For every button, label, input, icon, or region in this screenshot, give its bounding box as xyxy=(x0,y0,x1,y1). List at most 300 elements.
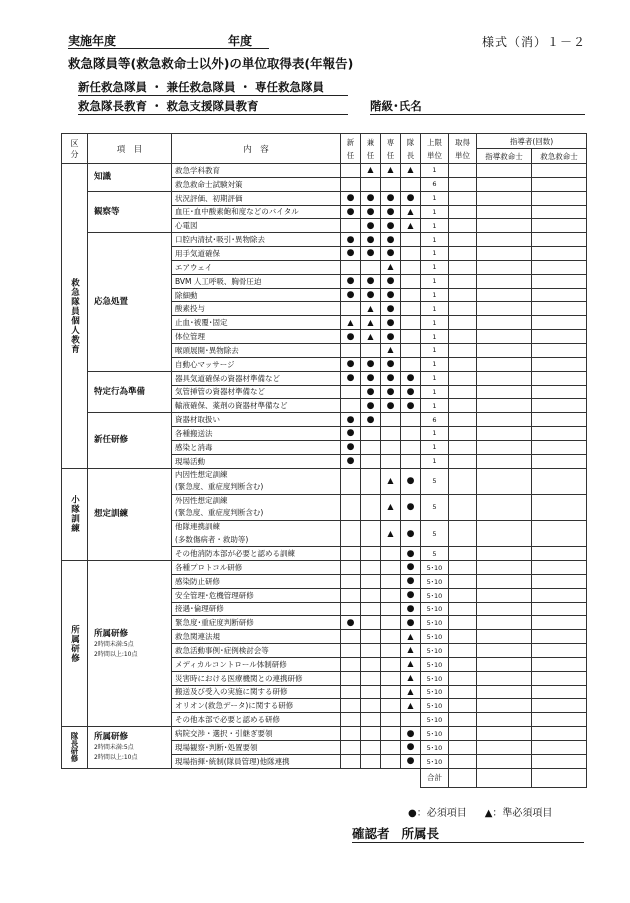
mark-ken: ● xyxy=(361,385,381,399)
instructor-emt-cell[interactable] xyxy=(477,468,532,494)
item-cell: 救急学科教育 xyxy=(172,164,341,178)
instructor-other-cell[interactable] xyxy=(532,547,587,561)
acquired-cell[interactable] xyxy=(449,588,477,602)
instructor-emt-cell[interactable] xyxy=(477,427,532,441)
mark-sen: ● xyxy=(381,288,401,302)
mark-tai xyxy=(401,177,421,191)
mark-sen xyxy=(381,454,401,468)
upper-limit-cell: 1 xyxy=(421,233,449,247)
upper-limit-cell: 5･10 xyxy=(421,644,449,658)
upper-limit-cell: 1 xyxy=(421,385,449,399)
item-cell: 感染と消毒 xyxy=(172,440,341,454)
item-cell: 病院交渉・選択・引継ぎ要領 xyxy=(172,727,341,741)
form-number: 様式（消）１－２ xyxy=(481,35,586,49)
acquired-cell[interactable] xyxy=(449,357,477,371)
mark-ken xyxy=(361,454,381,468)
upper-limit-cell: 5･10 xyxy=(421,713,449,727)
mark-tai xyxy=(401,713,421,727)
mark-sen xyxy=(381,671,401,685)
instructor-emt-cell[interactable] xyxy=(477,371,532,385)
mark-shin xyxy=(341,727,361,741)
mark-sen: ● xyxy=(381,385,401,399)
instructor-other-cell[interactable] xyxy=(532,740,587,754)
table-row xyxy=(62,233,587,247)
member-type-line: 新任救急隊員 ・ 兼任救急隊員 ・ 専任救急隊員 xyxy=(78,80,348,96)
mark-shin: ● xyxy=(341,205,361,219)
instructor-other-cell[interactable] xyxy=(532,413,587,427)
mark-ken: ● xyxy=(361,399,381,413)
item-cell: 気管挿管の資器材準備など xyxy=(172,385,341,399)
mark-tai xyxy=(401,260,421,274)
mark-cell: ▲ xyxy=(381,468,401,494)
total-instructor-other-cell[interactable] xyxy=(532,768,587,787)
instructor-emt-cell[interactable] xyxy=(477,260,532,274)
instructor-other-cell[interactable] xyxy=(532,440,587,454)
mark-ken xyxy=(361,560,381,574)
upper-limit-cell: 5･10 xyxy=(421,671,449,685)
instructor-other-cell[interactable] xyxy=(532,494,587,520)
acquired-cell[interactable] xyxy=(449,288,477,302)
instructor-other-cell[interactable] xyxy=(532,274,587,288)
acquired-cell[interactable] xyxy=(449,468,477,494)
mark-cell xyxy=(341,520,361,546)
mark-sen xyxy=(381,685,401,699)
mark-tai: ● xyxy=(401,727,421,741)
total-acquired-cell[interactable] xyxy=(449,768,477,787)
mark-ken xyxy=(361,713,381,727)
instructor-emt-cell[interactable] xyxy=(477,233,532,247)
mark-tai xyxy=(401,454,421,468)
category-cell xyxy=(88,164,172,192)
category-label: 所属研修 xyxy=(94,628,129,639)
col-tai: 隊 長 xyxy=(401,134,421,164)
table-row xyxy=(62,413,587,427)
acquired-cell[interactable] xyxy=(449,440,477,454)
instructor-emt-cell[interactable] xyxy=(477,164,532,178)
mark-cell xyxy=(361,494,381,520)
category-cell xyxy=(88,191,172,233)
col-koumoku: 項 目 xyxy=(88,134,172,164)
instructor-other-cell[interactable] xyxy=(532,630,587,644)
mark-ken xyxy=(361,427,381,441)
mark-shin: ● xyxy=(341,357,361,371)
mark-ken: ▲ xyxy=(361,330,381,344)
upper-limit-cell: 5･10 xyxy=(421,727,449,741)
mark-ken xyxy=(361,616,381,630)
instructor-other-cell[interactable] xyxy=(532,164,587,178)
mark-tai: ● xyxy=(401,191,421,205)
confirmer-field[interactable] xyxy=(352,826,584,843)
acquired-cell[interactable] xyxy=(449,316,477,330)
item-cell: 各種搬送法 xyxy=(172,427,341,441)
upper-limit-cell: 1 xyxy=(421,288,449,302)
group-cell: 救急隊員個人教育 xyxy=(62,164,88,469)
acquired-cell[interactable] xyxy=(449,713,477,727)
education-type-line: 救急隊長教育 ・ 救急支援隊員教育 xyxy=(78,99,348,115)
mark-cell xyxy=(341,494,361,520)
group-cell: 隊長研修 xyxy=(62,727,88,769)
instructor-emt-cell[interactable] xyxy=(477,288,532,302)
instructor-other-cell[interactable] xyxy=(532,727,587,741)
instructor-emt-cell[interactable] xyxy=(477,177,532,191)
mark-ken xyxy=(361,343,381,357)
upper-limit-cell: 5･10 xyxy=(421,588,449,602)
instructor-other-cell[interactable] xyxy=(532,574,587,588)
mark-cell xyxy=(361,468,381,494)
item-line1: 他隊連携訓練 xyxy=(175,521,220,531)
mark-sen: ● xyxy=(381,247,401,261)
mark-cell xyxy=(361,520,381,546)
rank-name-field[interactable]: 階級･氏名 xyxy=(370,99,585,115)
upper-limit-cell: 1 xyxy=(421,330,449,344)
mark-tai xyxy=(401,343,421,357)
instructor-emt-cell[interactable] xyxy=(477,588,532,602)
instructor-emt-cell[interactable] xyxy=(477,494,532,520)
instructor-other-cell[interactable] xyxy=(532,191,587,205)
instructor-emt-cell[interactable] xyxy=(477,602,532,616)
instructor-emt-cell[interactable] xyxy=(477,219,532,233)
mark-cell: ▲ xyxy=(381,494,401,520)
mark-tai: ● xyxy=(401,574,421,588)
mark-tai: ▲ xyxy=(401,219,421,233)
mark-tai: ● xyxy=(401,399,421,413)
instructor-emt-cell[interactable] xyxy=(477,247,532,261)
upper-limit-cell: 5･10 xyxy=(421,602,449,616)
acquired-cell[interactable] xyxy=(449,520,477,546)
mark-shin: ● xyxy=(341,330,361,344)
mark-shin xyxy=(341,385,361,399)
mark-sen xyxy=(381,644,401,658)
upper-limit-cell: 1 xyxy=(421,427,449,441)
acquired-cell[interactable] xyxy=(449,399,477,413)
instructor-other-cell[interactable] xyxy=(532,699,587,713)
acquired-cell[interactable] xyxy=(449,630,477,644)
mark-tai xyxy=(401,302,421,316)
mark-shin xyxy=(341,602,361,616)
mark-tai: ▲ xyxy=(401,699,421,713)
mark-shin: ● xyxy=(341,440,361,454)
total-label: 合計 xyxy=(421,768,449,787)
instructor-other-cell[interactable] xyxy=(532,468,587,494)
instructor-emt-cell[interactable] xyxy=(477,440,532,454)
upper-limit-cell: 1 xyxy=(421,260,449,274)
instructor-emt-cell[interactable] xyxy=(477,343,532,357)
instructor-other-cell[interactable] xyxy=(532,385,587,399)
instructor-emt-cell[interactable] xyxy=(477,630,532,644)
mark-shin xyxy=(341,713,361,727)
mark-sen xyxy=(381,574,401,588)
instructor-other-cell[interactable] xyxy=(532,671,587,685)
acquired-cell[interactable] xyxy=(449,164,477,178)
mark-tai xyxy=(401,357,421,371)
acquired-cell[interactable] xyxy=(449,754,477,768)
instructor-emt-cell[interactable] xyxy=(477,385,532,399)
instructor-other-cell[interactable] xyxy=(532,260,587,274)
instructor-other-cell[interactable] xyxy=(532,205,587,219)
mark-ken: ● xyxy=(361,288,381,302)
fiscal-year-field[interactable] xyxy=(68,34,269,49)
item-cell: 各種プロトコル研修 xyxy=(172,560,341,574)
instructor-emt-cell[interactable] xyxy=(477,699,532,713)
mark-ken xyxy=(361,685,381,699)
instructor-other-cell[interactable] xyxy=(532,520,587,546)
credit-table xyxy=(61,133,587,788)
total-spacer xyxy=(62,768,421,787)
acquired-cell[interactable] xyxy=(449,413,477,427)
instructor-other-cell[interactable] xyxy=(532,602,587,616)
instructor-emt-cell[interactable] xyxy=(477,357,532,371)
instructor-other-cell[interactable] xyxy=(532,560,587,574)
instructor-other-cell[interactable] xyxy=(532,644,587,658)
col-upper-limit: 上限 単位 xyxy=(421,134,449,164)
instructor-other-cell[interactable] xyxy=(532,713,587,727)
mark-shin xyxy=(341,588,361,602)
mark-cell: ● xyxy=(401,547,421,561)
mark-cell: ● xyxy=(401,494,421,520)
mark-shin: ▲ xyxy=(341,316,361,330)
instructor-emt-cell[interactable] xyxy=(477,657,532,671)
instructor-other-cell[interactable] xyxy=(532,302,587,316)
instructor-other-cell[interactable] xyxy=(532,288,587,302)
instructor-other-cell[interactable] xyxy=(532,357,587,371)
instructor-other-cell[interactable] xyxy=(532,177,587,191)
mark-shin xyxy=(341,302,361,316)
mark-tai: ● xyxy=(401,754,421,768)
mark-sen: ● xyxy=(381,316,401,330)
col-acquired: 取得 単位 xyxy=(449,134,477,164)
instructor-emt-cell[interactable] xyxy=(477,754,532,768)
instructor-other-cell[interactable] xyxy=(532,616,587,630)
mark-tai xyxy=(401,233,421,247)
instructor-emt-cell[interactable] xyxy=(477,191,532,205)
mark-sen: ● xyxy=(381,191,401,205)
instructor-emt-cell[interactable] xyxy=(477,205,532,219)
instructor-other-cell[interactable] xyxy=(532,399,587,413)
acquired-cell[interactable] xyxy=(449,547,477,561)
item-cell: その他本部で必要と認める研修 xyxy=(172,713,341,727)
acquired-cell[interactable] xyxy=(449,671,477,685)
mark-ken xyxy=(361,177,381,191)
item-cell: 現場活動 xyxy=(172,454,341,468)
mark-shin: ● xyxy=(341,274,361,288)
acquired-cell[interactable] xyxy=(449,191,477,205)
instructor-other-cell[interactable] xyxy=(532,685,587,699)
item-line2: (緊急度、重症度判断含む) xyxy=(175,508,264,518)
mark-sen xyxy=(381,713,401,727)
acquired-cell[interactable] xyxy=(449,602,477,616)
item-cell: 救急救命士試験対策 xyxy=(172,177,341,191)
acquired-cell[interactable] xyxy=(449,330,477,344)
instructor-other-cell[interactable] xyxy=(532,330,587,344)
upper-limit-cell: 1 xyxy=(421,316,449,330)
acquired-cell[interactable] xyxy=(449,644,477,658)
mark-ken: ● xyxy=(361,371,381,385)
instructor-emt-cell[interactable] xyxy=(477,727,532,741)
acquired-cell[interactable] xyxy=(449,727,477,741)
category-note: 2時間以上:10点 xyxy=(94,754,138,762)
upper-limit-cell: 5 xyxy=(421,520,449,546)
upper-limit-cell: 5･10 xyxy=(421,560,449,574)
instructor-emt-cell[interactable] xyxy=(477,574,532,588)
acquired-cell[interactable] xyxy=(449,371,477,385)
mark-cell xyxy=(361,547,381,561)
acquired-cell[interactable] xyxy=(449,177,477,191)
acquired-cell[interactable] xyxy=(449,685,477,699)
mark-tai xyxy=(401,274,421,288)
mark-sen xyxy=(381,440,401,454)
item-cell: 体位管理 xyxy=(172,330,341,344)
mark-shin: ● xyxy=(341,247,361,261)
upper-limit-cell: 1 xyxy=(421,164,449,178)
upper-limit-cell: 1 xyxy=(421,454,449,468)
mark-cell: ● xyxy=(401,520,421,546)
mark-shin: ● xyxy=(341,371,361,385)
upper-limit-cell: 1 xyxy=(421,247,449,261)
acquired-cell[interactable] xyxy=(449,494,477,520)
mark-ken xyxy=(361,630,381,644)
dept-head-label: 所属長 xyxy=(401,826,440,841)
mark-ken xyxy=(361,657,381,671)
acquired-cell[interactable] xyxy=(449,574,477,588)
item-cell: 現場観察･判断･処置要領 xyxy=(172,740,341,754)
instructor-emt-cell[interactable] xyxy=(477,547,532,561)
instructor-emt-cell[interactable] xyxy=(477,685,532,699)
mark-ken: ● xyxy=(361,219,381,233)
category-cell xyxy=(88,468,172,560)
total-instructor-emt-cell[interactable] xyxy=(477,768,532,787)
instructor-emt-cell[interactable] xyxy=(477,399,532,413)
instructor-emt-cell[interactable] xyxy=(477,316,532,330)
item-line2: (緊急度、重症度判断含む) xyxy=(175,482,264,492)
acquired-cell[interactable] xyxy=(449,657,477,671)
col-instructor: 指導者(回数) xyxy=(477,134,587,149)
upper-limit-cell: 5 xyxy=(421,468,449,494)
table-row xyxy=(62,727,587,741)
group-cell: 小隊訓練 xyxy=(62,468,88,560)
table-row xyxy=(62,191,587,205)
legend-semi-required: ▲：準必須項目 xyxy=(484,808,553,819)
upper-limit-cell: 5 xyxy=(421,547,449,561)
instructor-other-cell[interactable] xyxy=(532,427,587,441)
item-cell: 緊急度･重症度判断研修 xyxy=(172,616,341,630)
instructor-other-cell[interactable] xyxy=(532,754,587,768)
instructor-emt-cell[interactable] xyxy=(477,413,532,427)
category-cell xyxy=(88,371,172,413)
instructor-emt-cell[interactable] xyxy=(477,560,532,574)
mark-sen: ● xyxy=(381,233,401,247)
item-line2: (多数傷病者・救助等) xyxy=(175,534,249,544)
instructor-emt-cell[interactable] xyxy=(477,302,532,316)
acquired-cell[interactable] xyxy=(449,616,477,630)
instructor-emt-cell[interactable] xyxy=(477,740,532,754)
acquired-cell[interactable] xyxy=(449,247,477,261)
item-cell: 喉頭展開･異物除去 xyxy=(172,343,341,357)
item-cell: 用手気道確保 xyxy=(172,247,341,261)
mark-sen xyxy=(381,754,401,768)
instructor-other-cell[interactable] xyxy=(532,588,587,602)
instructor-other-cell[interactable] xyxy=(532,657,587,671)
mark-tai xyxy=(401,427,421,441)
acquired-cell[interactable] xyxy=(449,427,477,441)
acquired-cell[interactable] xyxy=(449,219,477,233)
mark-cell xyxy=(341,468,361,494)
item-line1: その他消防本部が必要と認める訓練 xyxy=(175,549,295,559)
instructor-other-cell[interactable] xyxy=(532,316,587,330)
confirmer-label: 確認者 xyxy=(352,826,390,841)
mark-sen: ● xyxy=(381,274,401,288)
item-cell xyxy=(172,520,341,546)
instructor-emt-cell[interactable] xyxy=(477,644,532,658)
instructor-other-cell[interactable] xyxy=(532,233,587,247)
mark-ken xyxy=(361,671,381,685)
upper-limit-cell: 1 xyxy=(421,302,449,316)
acquired-cell[interactable] xyxy=(449,560,477,574)
acquired-cell[interactable] xyxy=(449,740,477,754)
mark-tai: ▲ xyxy=(401,164,421,178)
acquired-cell[interactable] xyxy=(449,454,477,468)
upper-limit-cell: 1 xyxy=(421,191,449,205)
instructor-emt-cell[interactable] xyxy=(477,454,532,468)
instructor-emt-cell[interactable] xyxy=(477,671,532,685)
item-cell: 除細動 xyxy=(172,288,341,302)
upper-limit-cell: 5･10 xyxy=(421,740,449,754)
mark-tai: ● xyxy=(401,616,421,630)
acquired-cell[interactable] xyxy=(449,205,477,219)
acquired-cell[interactable] xyxy=(449,274,477,288)
mark-ken xyxy=(361,440,381,454)
acquired-cell[interactable] xyxy=(449,302,477,316)
mark-tai xyxy=(401,330,421,344)
item-cell: 口腔内清拭･吸引･異物除去 xyxy=(172,233,341,247)
col-instructor-emt: 指導救命士 xyxy=(477,149,532,164)
mark-ken: ▲ xyxy=(361,316,381,330)
item-cell xyxy=(172,547,341,561)
acquired-cell[interactable] xyxy=(449,343,477,357)
acquired-cell[interactable] xyxy=(449,233,477,247)
mark-sen xyxy=(381,699,401,713)
instructor-emt-cell[interactable] xyxy=(477,713,532,727)
mark-sen xyxy=(381,177,401,191)
col-instructor-other: 救急救命士 xyxy=(532,149,587,164)
mark-shin: ● xyxy=(341,454,361,468)
legend-required: ●：必須項目 xyxy=(408,808,467,819)
mark-shin xyxy=(341,399,361,413)
upper-limit-cell: 6 xyxy=(421,177,449,191)
category-note: 2時間未満:5点 xyxy=(94,640,134,648)
acquired-cell[interactable] xyxy=(449,385,477,399)
instructor-other-cell[interactable] xyxy=(532,247,587,261)
instructor-other-cell[interactable] xyxy=(532,343,587,357)
upper-limit-cell: 1 xyxy=(421,343,449,357)
instructor-emt-cell[interactable] xyxy=(477,274,532,288)
category-label: 想定訓練 xyxy=(94,509,129,520)
mark-ken xyxy=(361,727,381,741)
mark-tai: ● xyxy=(401,371,421,385)
acquired-cell[interactable] xyxy=(449,699,477,713)
instructor-emt-cell[interactable] xyxy=(477,520,532,546)
acquired-cell[interactable] xyxy=(449,260,477,274)
instructor-other-cell[interactable] xyxy=(532,454,587,468)
instructor-other-cell[interactable] xyxy=(532,219,587,233)
mark-tai xyxy=(401,288,421,302)
instructor-other-cell[interactable] xyxy=(532,371,587,385)
instructor-emt-cell[interactable] xyxy=(477,330,532,344)
category-cell xyxy=(88,233,172,371)
item-cell: 血圧･血中酸素飽和度などのバイタル xyxy=(172,205,341,219)
instructor-emt-cell[interactable] xyxy=(477,616,532,630)
mark-ken: ● xyxy=(361,233,381,247)
category-cell xyxy=(88,560,172,726)
